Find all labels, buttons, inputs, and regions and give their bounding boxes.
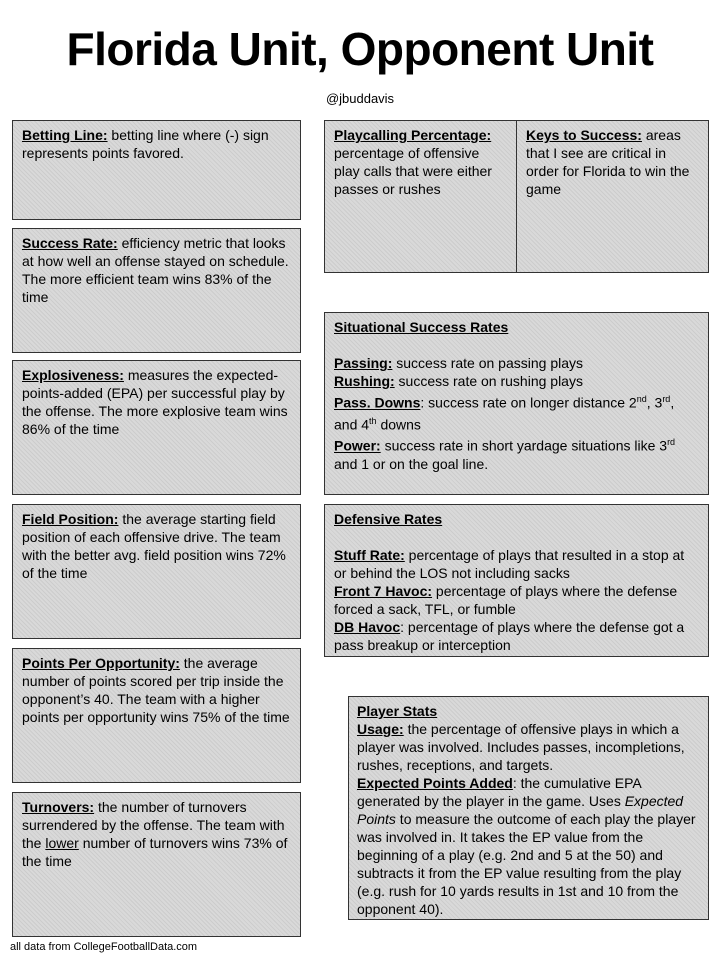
passing-downs-term: Pass. Downs	[334, 394, 421, 411]
sup-rd-power: rd	[667, 437, 676, 448]
points-per-opportunity-term: Points Per Opportunity:	[22, 655, 180, 671]
passing-downs-desc-d: downs	[376, 416, 421, 433]
keys-term: Keys to Success:	[526, 127, 642, 143]
stuff-rate-term: Stuff Rate:	[334, 547, 405, 563]
front-havoc-line	[334, 582, 699, 618]
explosiveness-desc: measures the expected-points-added (EPA) per successful play by the offense. The more explosive team wins 86% of the time	[22, 367, 288, 437]
epa-italic: Expected Points	[357, 793, 684, 827]
explosiveness-term: Explosiveness:	[22, 367, 124, 383]
points-per-opportunity-desc: the average number of points scored per trip inside the opponent’s 40. The team with a higher points per opportunity wins 75% of the time	[22, 655, 290, 725]
turnovers-desc-b: number of turnovers wins 73% of the time	[22, 835, 288, 869]
data-source-footer: all data from CollegeFootballData.com	[10, 941, 198, 953]
passing-downs-desc-c: , and 4	[334, 394, 675, 433]
power-term: Power:	[334, 437, 381, 454]
betting-line-term: Betting Line:	[22, 127, 108, 143]
betting-line-box	[12, 120, 301, 220]
success-rate-term: Success Rate:	[22, 235, 118, 251]
author-handle: @jbuddavis	[325, 91, 395, 106]
turnovers-box	[12, 792, 301, 937]
front-havoc-desc: percentage of plays where the defense forced a sack, TFL, or fumble	[334, 583, 678, 617]
usage-term: Usage:	[357, 721, 404, 737]
turnovers-term: Turnovers:	[22, 799, 95, 815]
situational-heading: Situational Success Rates	[334, 319, 509, 335]
field-position-box	[12, 504, 301, 639]
defensive-heading: Defensive Rates	[334, 511, 443, 527]
field-position-term: Field Position:	[22, 511, 119, 527]
player-stats-box	[348, 696, 709, 920]
keys-desc: areas that I see are critical in order for Florida to win the game	[526, 127, 690, 197]
db-havoc-term: DB Havoc	[334, 619, 401, 635]
field-position-desc: the average starting field position of each offensive drive. The team with the better avg. field position wins 72% of the time	[22, 511, 286, 581]
points-per-opportunity-box	[12, 648, 301, 783]
success-rate-desc: efficiency metric that looks at how well an offense stayed on schedule. The more efficient team wins 83% of the time	[22, 235, 289, 305]
db-havoc-line	[334, 618, 699, 654]
playcalling-keys-box	[324, 120, 709, 273]
power-desc-b: and 1 or on the goal line.	[334, 455, 489, 472]
usage-line	[357, 720, 700, 774]
front-havoc-term: Front 7 Havoc:	[334, 583, 433, 599]
epa-desc-b: to measure the outcome of each play the player was involved in. It takes the EP value from the beginning of a play (e.g. 2nd and 5 at the 50) and subtracts it from the EP value resulting from the play (e.g. rush for 10 yards results in 1st and 10 from the opponent 40).	[357, 811, 696, 917]
turnovers-desc-a: the number of turnovers surrendered by the offense. The team with the	[22, 799, 285, 851]
rushing-desc: success rate on rushing plays	[394, 373, 583, 389]
keys-column	[517, 121, 708, 272]
passing-downs-desc-a: : success rate on longer distance 2	[420, 394, 637, 411]
stuff-rate-desc: percentage of plays that resulted in a stop at or behind the LOS not including sacks	[334, 547, 685, 581]
playcalling-term: Playcalling Percentage:	[334, 127, 492, 143]
betting-line-desc: betting line where (-) sign represents points favored.	[22, 127, 269, 161]
playcalling-desc: percentage of offensive play calls that were either passes or rushes	[334, 145, 492, 197]
turnovers-desc-underline: lower	[45, 835, 79, 851]
passing-downs-desc-b: , 3	[646, 394, 663, 411]
passing-desc: success rate on passing plays	[392, 355, 584, 371]
page-title: Florida Unit, Opponent Unit	[66, 23, 654, 75]
player-stats-heading: Player Stats	[357, 703, 438, 719]
rushing-term: Rushing:	[334, 373, 395, 389]
epa-line	[357, 774, 700, 918]
db-havoc-desc: : percentage of plays where the defense got a pass breakup or interception	[334, 619, 685, 653]
passing-term: Passing:	[334, 355, 393, 371]
situational-box	[324, 312, 709, 495]
defensive-box	[324, 504, 709, 657]
stuff-rate-line	[334, 546, 699, 582]
rushing-line	[334, 372, 699, 390]
passing-line	[334, 354, 699, 372]
power-line	[334, 433, 699, 473]
usage-desc: the percentage of offensive plays in which a player was involved. Includes passes, incompletions, rushes, receptions, and targets.	[357, 721, 685, 773]
playcalling-column	[325, 121, 517, 272]
power-desc-a: success rate in short yardage situations like 3	[380, 437, 668, 454]
sup-nd: nd	[636, 394, 647, 404]
sup-th: th	[369, 415, 377, 426]
epa-term: Expected Points Added	[357, 775, 513, 791]
sup-rd: rd	[662, 394, 671, 404]
epa-desc-a: : the cumulative EPA generated by the player in the game. Uses	[357, 775, 641, 809]
passing-downs-line	[334, 390, 699, 433]
explosiveness-box	[12, 360, 301, 495]
success-rate-box	[12, 228, 301, 353]
